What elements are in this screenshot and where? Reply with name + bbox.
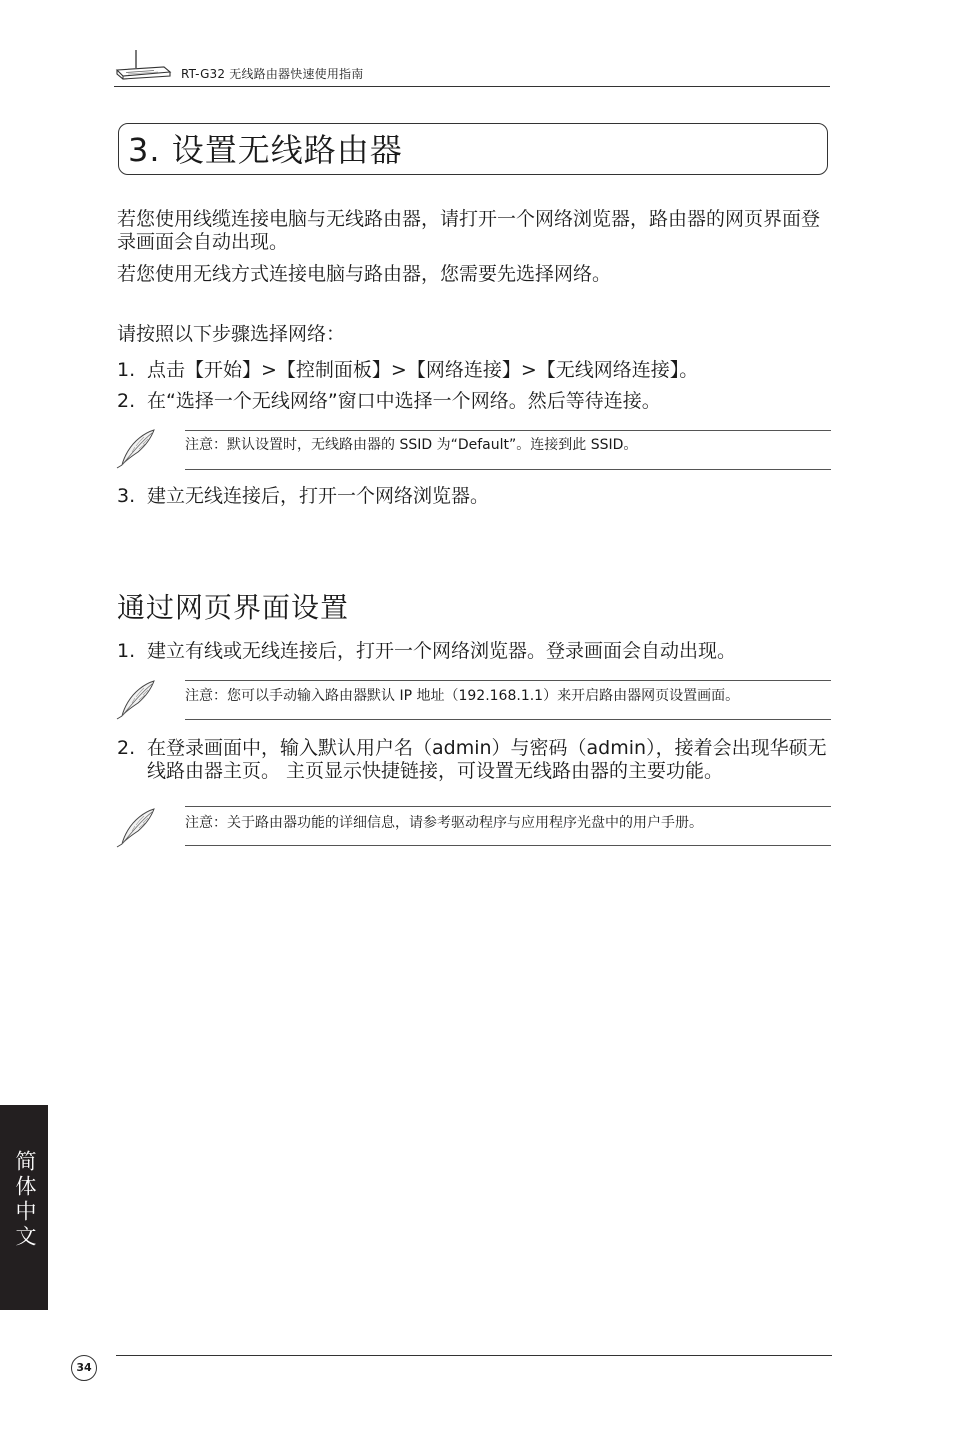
step-text: 在“选择一个无线网络”窗口中选择一个网络。然后等待连接。 <box>147 390 661 412</box>
note-bottom-rule <box>185 719 831 720</box>
steps-intro: 请按照以下步骤选择网络： <box>117 323 346 345</box>
page-number: 34 <box>71 1355 97 1381</box>
step-number: 2. <box>117 390 136 412</box>
note-top-rule <box>185 806 831 807</box>
note-top-rule <box>185 430 831 431</box>
step-number: 1. <box>117 359 136 381</box>
feather-pen-icon <box>114 806 158 850</box>
step-text: 建立无线连接后，打开一个网络浏览器。 <box>147 485 490 507</box>
step-text: 点击【开始】>【控制面板】>【网络连接】>【无线网络连接】。 <box>147 359 699 381</box>
footer-divider <box>116 1355 832 1356</box>
feather-pen-icon <box>114 427 158 471</box>
note-ip-address: 注意：您可以手动输入路由器默认 IP 地址（192.168.1.1）来开启路由器网页设置画面。 <box>185 688 740 704</box>
page-title: 3. 设置无线路由器 <box>128 131 403 169</box>
step-text: 在登录画面中，输入默认用户名（admin）与密码（admin），接着会出现华硕无线路由器主页。 主页显示快捷链接，可设置无线路由器的主要功能。 <box>147 737 827 782</box>
step-number: 2. <box>117 737 136 759</box>
note-ssid: 注意：默认设置时，无线路由器的 SSID 为“Default”。连接到此 SSID。 <box>185 437 638 453</box>
note-user-manual: 注意：关于路由器功能的详细信息，请参考驱动程序与应用程序光盘中的用户手册。 <box>185 815 703 831</box>
language-side-tab-label: 简体中文 <box>13 1150 37 1250</box>
note-bottom-rule <box>185 845 831 846</box>
header-divider <box>114 86 830 87</box>
note-bottom-rule <box>185 469 831 470</box>
router-icon <box>114 48 172 82</box>
note-top-rule <box>185 680 831 681</box>
step-number: 1. <box>117 640 136 662</box>
step-text: 建立有线或无线连接后，打开一个网络浏览器。登录画面会自动出现。 <box>147 640 737 662</box>
section-title-web-setup: 通过网页界面设置 <box>117 591 350 624</box>
intro-paragraph-wireless: 若您使用无线方式连接电脑与路由器，您需要先选择网络。 <box>117 263 612 285</box>
header-guide-title: RT-G32 无线路由器快速使用指南 <box>181 67 364 81</box>
step-number: 3. <box>117 485 136 507</box>
intro-paragraph-wired: 若您使用线缆连接电脑与无线路由器，请打开一个网络浏览器，路由器的网页界面登录画面会自动出现。 <box>117 208 821 253</box>
feather-pen-icon <box>114 678 158 722</box>
